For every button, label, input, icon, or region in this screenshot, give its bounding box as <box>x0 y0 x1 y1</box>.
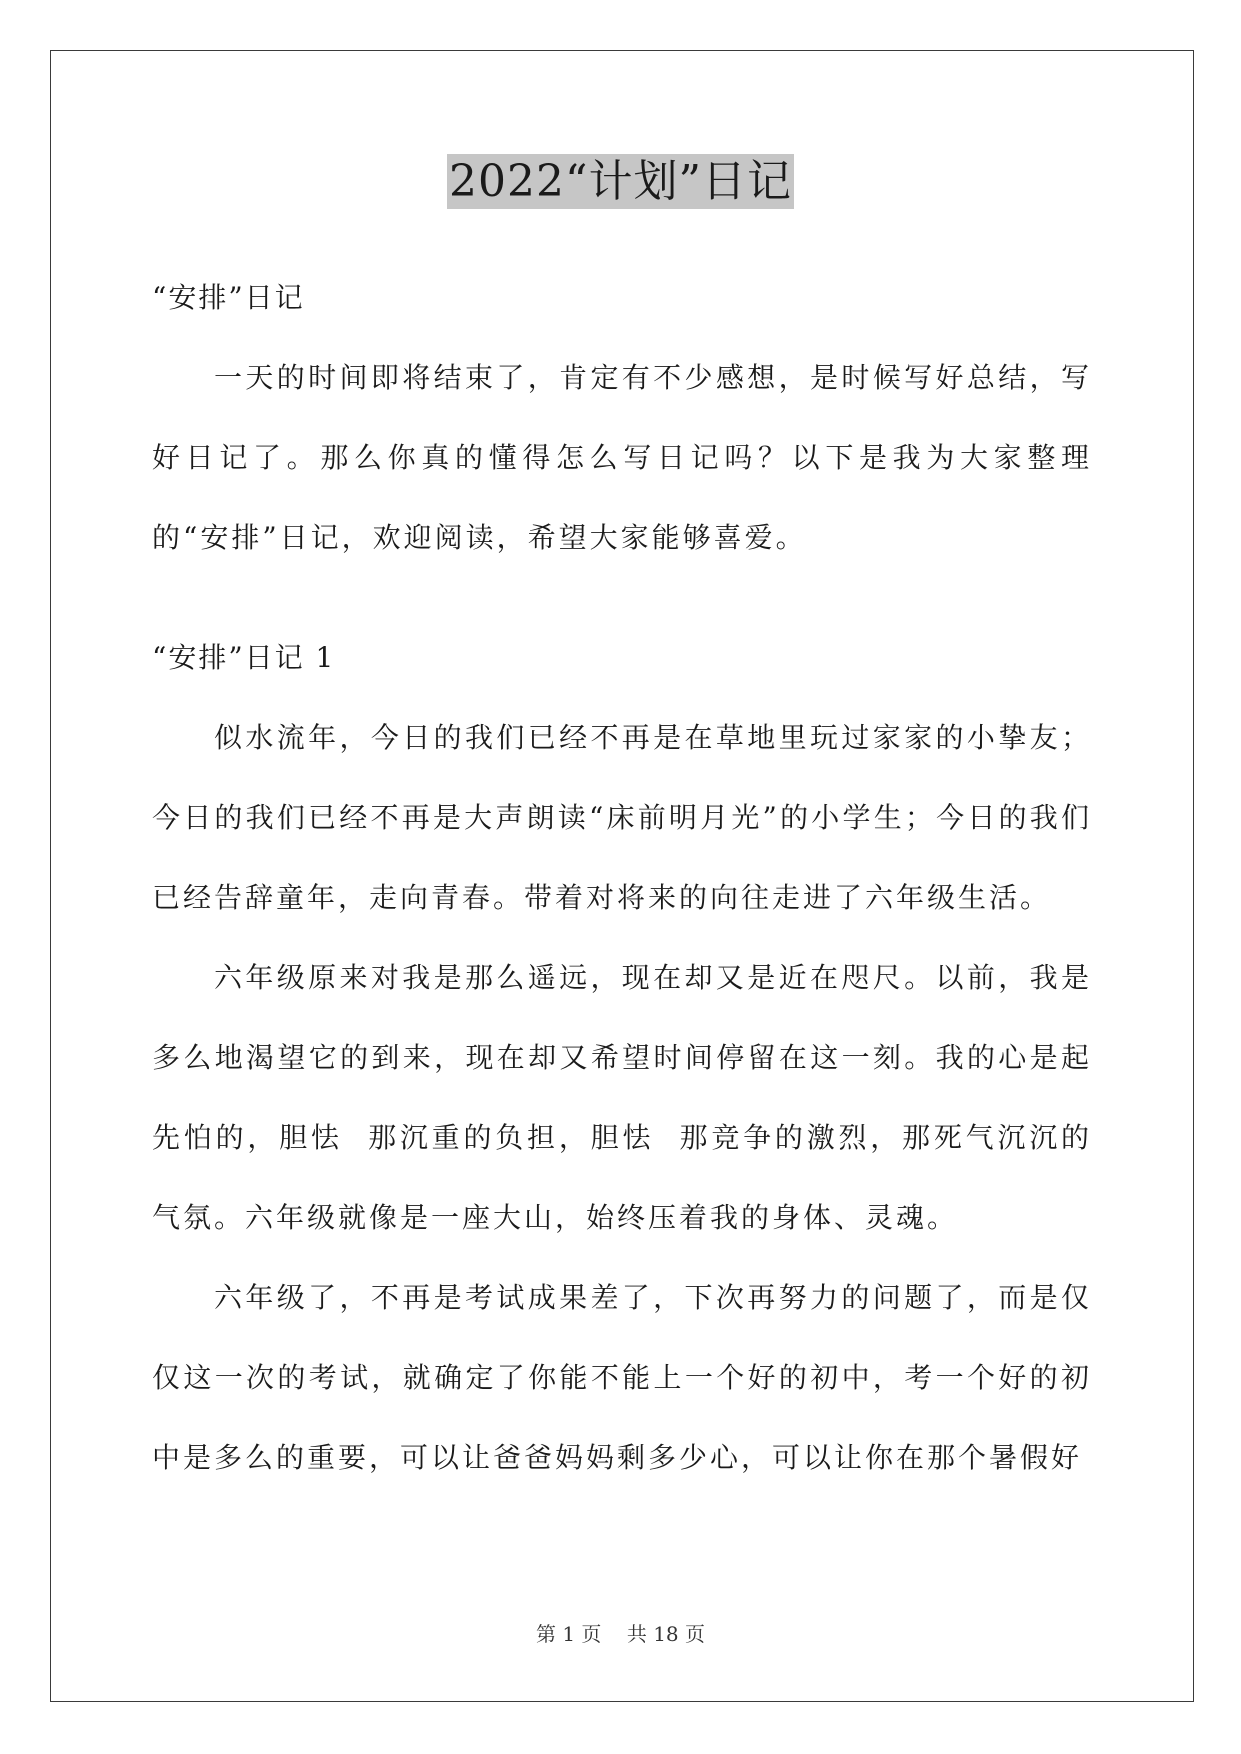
document-title-text: 2022“计划”日记 <box>449 156 792 207</box>
intro-paragraph: 一天的时间即将结束了，肯定有不少感想，是时候写好总结，写好日记了。那么你真的懂得怎么写日记吗？以下是我为大家整理的“安排”日记，欢迎阅读，希望大家能够喜爱。 <box>152 361 1092 554</box>
subheading-1: “安排”日记 1 <box>152 641 336 674</box>
section-heading: “安排”日记 <box>152 281 305 314</box>
document-title <box>0 150 1241 214</box>
page-footer <box>0 1618 1241 1647</box>
body-paragraph: 似水流年，今日的我们已经不再是在草地里玩过家家的小挚友；今日的我们已经不再是大声朗读“床前明月光”的小学生；今日的我们已经告辞童年，走向青春。带着对将来的向往走进了六年级生活。 <box>152 721 1092 914</box>
paragraph-spacer <box>152 578 1092 618</box>
document-body <box>152 258 1092 1498</box>
body-paragraph: 六年级原来对我是那么遥远，现在却又是近在咫尺。以前，我是多么地渴望它的到来，现在却又希望时间停留在这一刻。我的心是起先怕的，胆怯 那沉重的负担，胆怯 那竞争的激烈，那死气沉沉的气氛。六年级就像是一座大山，始终压着我的身体、灵魂。 <box>152 961 1092 1234</box>
page-number: 第 1 页 共 18 页 <box>535 1622 706 1646</box>
body-paragraph: 六年级了，不再是考试成果差了，下次再努力的问题了，而是仅仅这一次的考试，就确定了你能不能上一个好的初中，考一个好的初中是多么的重要，可以让爸爸妈妈剩多少心，可以让你在那个暑假好 <box>152 1281 1092 1474</box>
